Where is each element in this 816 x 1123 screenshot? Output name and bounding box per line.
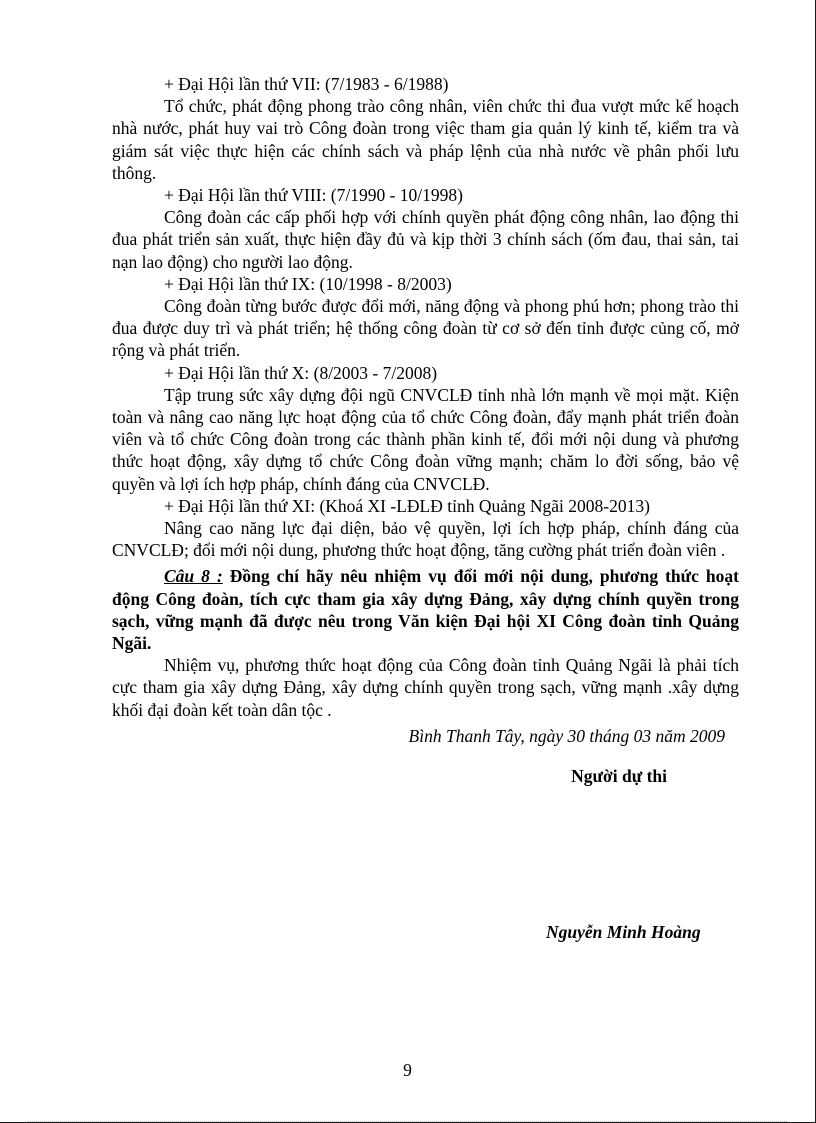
section-body: Nâng cao năng lực đại diện, bảo vệ quyền, lợi ích hợp pháp, chính đáng của CNVCLĐ; đổi mới nội dung, phương thức hoạt động, tăng cường phát triển đoàn viên . <box>112 518 739 561</box>
section-body: Tập trung sức xây dựng đội ngũ CNVCLĐ tỉnh nhà lớn mạnh về mọi mặt. Kiện toàn và nâng cao năng lực hoạt động của tổ chức Công đoàn, đẩy mạnh phát triển đoàn viên và tổ chức Công đoàn trong các thành phần kinh tế, đổi mới nội dung và phương thức hoạt động, xây dựng tổ chức Công đoàn vững mạnh; chăm lo đời sống, bảo vệ quyền và lợi ích hợp pháp, chính đáng của CNVCLĐ. <box>112 384 739 494</box>
signoff-date: Bình Thanh Tây, ngày 30 tháng 03 năm 2009 <box>408 725 725 746</box>
bottom-divider <box>28 1121 787 1122</box>
question-text: Đồng chí hãy nêu nhiệm vụ đổi mới nội dung, phương thức hoạt động Công đoàn, tích cực tham gia xây dựng Đảng, xây dựng chính quyền trong sạch, vững mạnh đã được nêu trong Văn kiện Đại hội XI Công đoàn tỉnh Quảng Ngãi. <box>112 566 739 654</box>
section-heading: + Đại Hội lần thứ X: (8/2003 - 7/2008) <box>164 362 438 383</box>
section-body: Công đoàn từng bước được đổi mới, năng động và phong phú hơn; phong trào thi đua được duy trì và phát triển; hệ thống công đoàn từ cơ sở đến tỉnh được củng cố, mở rộng và phát triển. <box>112 296 739 361</box>
section-body: Công đoàn các cấp phối hợp với chính quyền phát động công nhân, lao động thi đua phát triển sản xuất, thực hiện đầy đủ và kịp thời 3 chính sách (ốm đau, thai sản, tai nạn lao động) cho người lao động. <box>112 207 739 272</box>
answer-paragraph: Nhiệm vụ, phương thức hoạt động của Công đoàn tỉnh Quảng Ngãi là phải tích cực tham gia xây dựng Đảng, xây dựng chính quyền trong sạch, vững mạnh .xây dựng khối đại đoàn kết toàn dân tộc . <box>112 655 739 720</box>
section-heading: + Đại Hội lần thứ XI: (Khoá XI -LĐLĐ tỉnh Quảng Ngãi 2008-2013) <box>164 495 650 516</box>
question-paragraph <box>112 565 739 654</box>
question-label: Câu 8 : <box>164 566 223 587</box>
section-body: Tổ chức, phát động phong trào công nhân, viên chức thi đua vượt mức kế hoạch nhà nước, phát huy vai trò Công đoàn trong việc tham gia quản lý kinh tế, kiểm tra và giám sát việc thực hiện các chính sách và pháp lệnh của nhà nước về phân phối lưu thông. <box>112 96 739 183</box>
document-body <box>112 73 739 804</box>
section-heading: + Đại Hội lần thứ IX: (10/1998 - 8/2003) <box>164 273 452 294</box>
signature-name: Nguyễn Minh Hoàng <box>546 922 701 942</box>
section-heading: + Đại Hội lần thứ VIII: (7/1990 - 10/1998) <box>164 185 463 206</box>
section-heading: + Đại Hội lần thứ VII: (7/1983 - 6/1988) <box>164 74 449 94</box>
page-number: 9 <box>403 1060 412 1080</box>
signoff-role: Người dự thi <box>571 765 667 786</box>
